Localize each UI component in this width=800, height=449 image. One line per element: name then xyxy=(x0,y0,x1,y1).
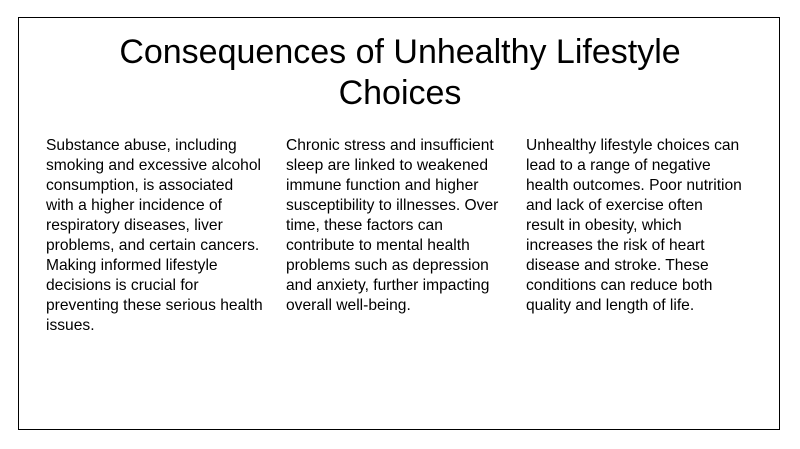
column-stress-sleep: Chronic stress and insufficient sleep are linked to weakened immune function and higher susceptibility to illnesses. Over time, these factors can contribute to mental health problems such as depression and anxiety, further impacting overall well-being. xyxy=(286,137,499,314)
slide-title: Consequences of Unhealthy Lifestyle Choices xyxy=(119,33,681,112)
column-nutrition-exercise: Unhealthy lifestyle choices can lead to a range of negative health outcomes. Poor nutrition and lack of exercise often result in obesity, which increases the risk of heart disease and stroke. These conditions can reduce both quality and length of life. xyxy=(526,137,742,314)
slide xyxy=(18,17,780,430)
column-substance-abuse: Substance abuse, including smoking and excessive alcohol consumption, is associated with a higher incidence of respiratory diseases, liver problems, and certain cancers. Making informed lifestyle decisions is crucial for preventing these serious health issues. xyxy=(46,137,263,334)
